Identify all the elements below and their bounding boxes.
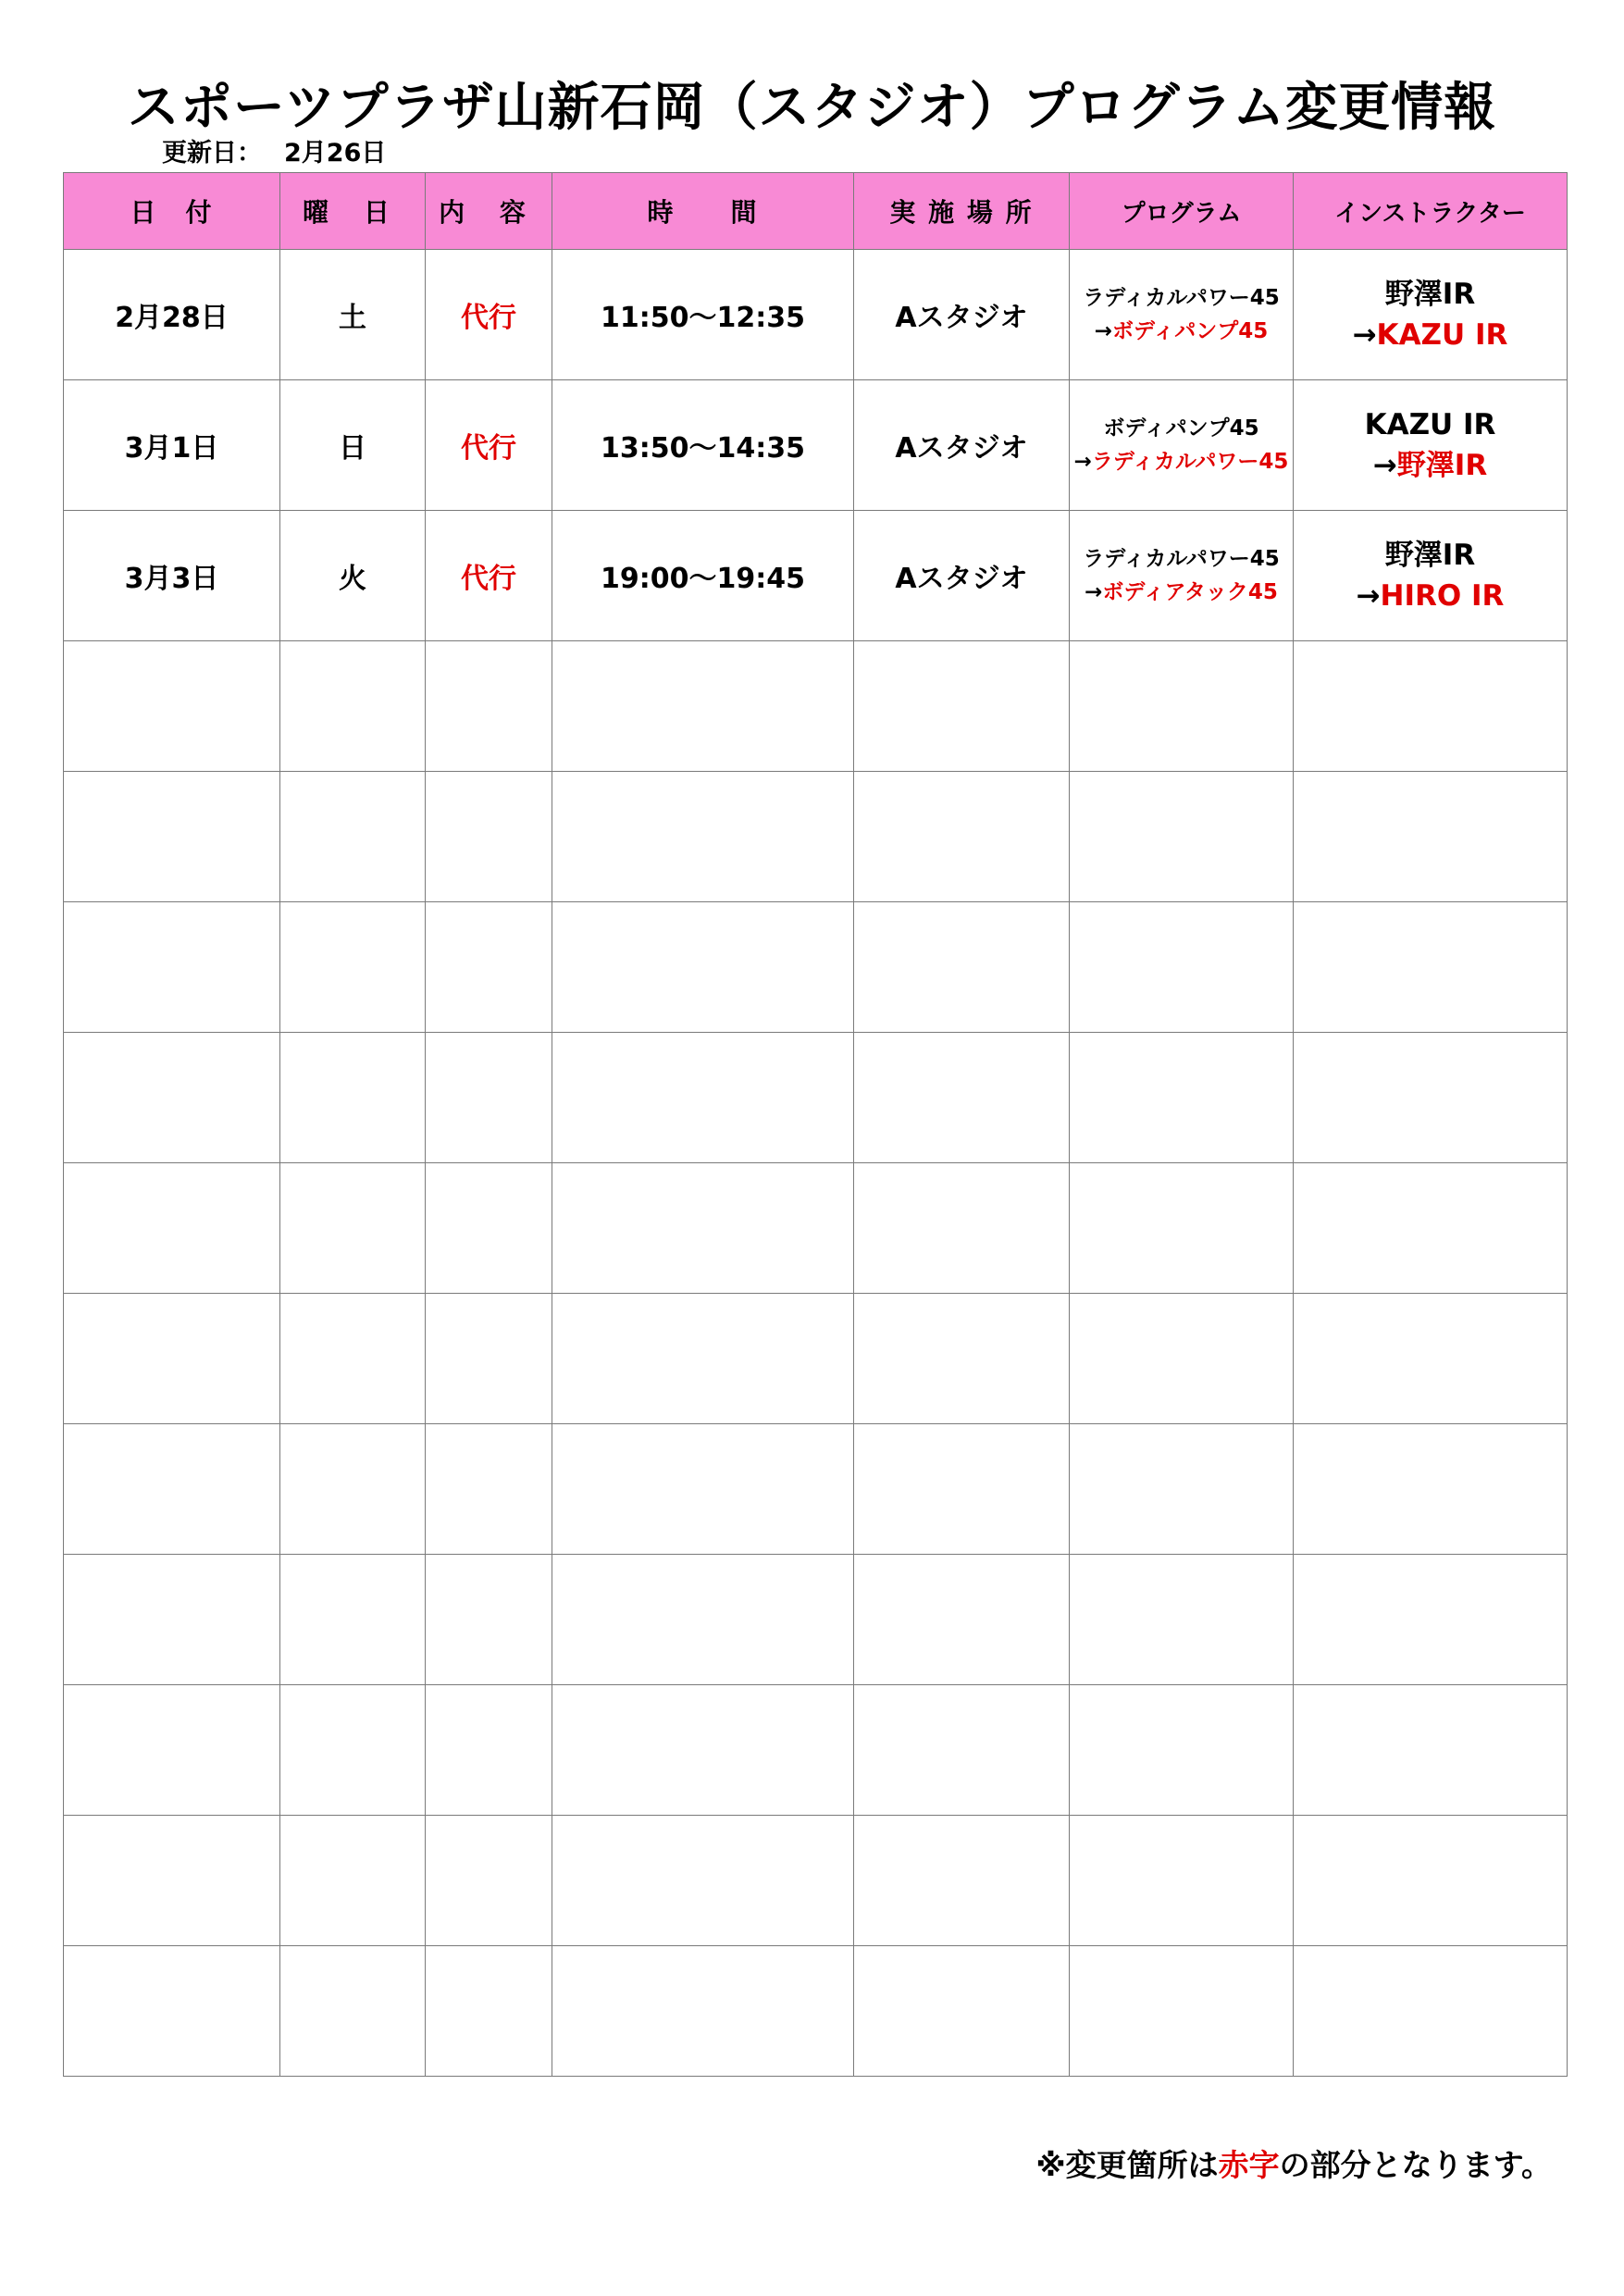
- empty-cell: [1294, 1555, 1568, 1685]
- empty-cell: [1070, 1033, 1294, 1163]
- empty-table-row: [64, 641, 1568, 772]
- arrow-icon: →: [1073, 450, 1092, 474]
- empty-cell: [64, 1163, 280, 1294]
- updated-label: 更新日：: [162, 139, 262, 168]
- empty-cell: [280, 1946, 426, 2077]
- empty-cell: [280, 1424, 426, 1555]
- cell-time: 11:50～12:35: [552, 250, 854, 380]
- empty-cell: [552, 1685, 854, 1816]
- empty-table-row: [64, 1685, 1568, 1816]
- empty-cell: [854, 1946, 1070, 2077]
- cell-day: 日: [280, 380, 426, 511]
- program-to: ボディアタック45: [1102, 580, 1278, 604]
- arrow-icon: →: [1372, 449, 1397, 482]
- header-date: 日 付: [64, 173, 280, 250]
- instructor-to: KAZU IR: [1376, 318, 1508, 352]
- program-to: ボディパンプ45: [1112, 319, 1269, 343]
- empty-cell: [1070, 1555, 1294, 1685]
- empty-cell: [426, 1816, 552, 1946]
- empty-cell: [1294, 1946, 1568, 2077]
- program-to: ラディカルパワー45: [1091, 450, 1289, 474]
- empty-table-row: [64, 1555, 1568, 1685]
- table-header-row: [64, 173, 1568, 250]
- footnote-prefix: ※変更箇所は: [1035, 2147, 1219, 2183]
- table-row: [64, 250, 1568, 380]
- arrow-icon: →: [1356, 579, 1381, 613]
- header-day: 曜 日: [280, 173, 426, 250]
- empty-cell: [854, 1163, 1070, 1294]
- empty-cell: [854, 641, 1070, 772]
- cell-content: 代行: [426, 511, 552, 641]
- empty-cell: [1294, 1163, 1568, 1294]
- empty-cell: [552, 641, 854, 772]
- empty-cell: [854, 1816, 1070, 1946]
- empty-cell: [280, 1555, 426, 1685]
- cell-place: Aスタジオ: [854, 511, 1070, 641]
- empty-cell: [64, 1294, 280, 1424]
- empty-cell: [854, 1685, 1070, 1816]
- empty-cell: [1070, 1946, 1294, 2077]
- empty-cell: [1070, 772, 1294, 902]
- schedule-table: [63, 172, 1568, 2077]
- empty-cell: [280, 1163, 426, 1294]
- cell-time: 13:50～14:35: [552, 380, 854, 511]
- empty-cell: [64, 1033, 280, 1163]
- cell-content: 代行: [426, 250, 552, 380]
- empty-cell: [64, 1685, 280, 1816]
- empty-cell: [426, 1294, 552, 1424]
- empty-cell: [854, 1555, 1070, 1685]
- cell-place: Aスタジオ: [854, 250, 1070, 380]
- header-content: 内 容: [426, 173, 552, 250]
- header-time: 時 間: [552, 173, 854, 250]
- empty-cell: [1294, 902, 1568, 1033]
- cell-date: 3月3日: [64, 511, 280, 641]
- empty-cell: [280, 1816, 426, 1946]
- empty-cell: [280, 641, 426, 772]
- cell-program: [1070, 250, 1294, 380]
- empty-cell: [1070, 641, 1294, 772]
- instructor-from: KAZU IR: [1364, 408, 1496, 441]
- empty-cell: [552, 1555, 854, 1685]
- empty-cell: [854, 1294, 1070, 1424]
- empty-cell: [854, 902, 1070, 1033]
- arrow-icon: →: [1352, 318, 1377, 352]
- cell-time: 19:00～19:45: [552, 511, 854, 641]
- empty-cell: [552, 1424, 854, 1555]
- empty-cell: [280, 1685, 426, 1816]
- empty-table-row: [64, 772, 1568, 902]
- program-from: ボディパンプ45: [1103, 416, 1259, 441]
- table-row: [64, 380, 1568, 511]
- empty-cell: [426, 1685, 552, 1816]
- empty-cell: [854, 1033, 1070, 1163]
- empty-cell: [280, 902, 426, 1033]
- empty-cell: [1070, 902, 1294, 1033]
- empty-cell: [552, 1816, 854, 1946]
- empty-cell: [1070, 1685, 1294, 1816]
- empty-cell: [854, 772, 1070, 902]
- empty-cell: [552, 1946, 854, 2077]
- empty-cell: [854, 1424, 1070, 1555]
- header-instructor: インストラクター: [1294, 173, 1568, 250]
- empty-cell: [552, 1033, 854, 1163]
- empty-cell: [64, 1555, 280, 1685]
- empty-cell: [280, 1294, 426, 1424]
- arrow-icon: →: [1094, 319, 1113, 343]
- cell-date: 2月28日: [64, 250, 280, 380]
- empty-cell: [1294, 1424, 1568, 1555]
- instructor-from: 野澤IR: [1384, 278, 1476, 311]
- cell-day: 土: [280, 250, 426, 380]
- empty-cell: [1294, 772, 1568, 902]
- empty-table-row: [64, 1033, 1568, 1163]
- empty-table-row: [64, 1294, 1568, 1424]
- footnote-suffix: の部分となります。: [1279, 2147, 1552, 2183]
- instructor-from: 野澤IR: [1384, 539, 1476, 572]
- empty-cell: [426, 902, 552, 1033]
- empty-cell: [426, 641, 552, 772]
- empty-cell: [552, 772, 854, 902]
- empty-cell: [64, 641, 280, 772]
- empty-cell: [552, 1294, 854, 1424]
- empty-cell: [64, 1424, 280, 1555]
- empty-table-row: [64, 902, 1568, 1033]
- empty-cell: [426, 1424, 552, 1555]
- updated-value: 2月26日: [284, 139, 387, 168]
- empty-cell: [552, 1163, 854, 1294]
- header-program: プログラム: [1070, 173, 1294, 250]
- cell-program: [1070, 380, 1294, 511]
- header-place: 実 施 場 所: [854, 173, 1070, 250]
- empty-cell: [426, 1946, 552, 2077]
- instructor-to: 野澤IR: [1396, 449, 1488, 482]
- empty-table-row: [64, 1946, 1568, 2077]
- empty-cell: [1294, 1685, 1568, 1816]
- cell-program: [1070, 511, 1294, 641]
- empty-cell: [64, 902, 280, 1033]
- page-title: スポーツプラザ山新石岡（スタジオ）プログラム変更情報: [127, 78, 1497, 138]
- program-from: ラディカルパワー45: [1083, 286, 1280, 310]
- cell-day: 火: [280, 511, 426, 641]
- empty-cell: [1294, 641, 1568, 772]
- empty-cell: [1294, 1816, 1568, 1946]
- empty-cell: [426, 1555, 552, 1685]
- empty-cell: [426, 1033, 552, 1163]
- footnote-highlight: 赤字: [1218, 2147, 1280, 2183]
- footnote: [1036, 2145, 1552, 2186]
- empty-cell: [426, 772, 552, 902]
- empty-cell: [64, 772, 280, 902]
- empty-cell: [426, 1163, 552, 1294]
- updated-date: [162, 137, 386, 170]
- empty-cell: [1070, 1424, 1294, 1555]
- empty-cell: [1070, 1294, 1294, 1424]
- program-from: ラディカルパワー45: [1083, 547, 1280, 571]
- cell-instructor: [1294, 250, 1568, 380]
- empty-cell: [552, 902, 854, 1033]
- arrow-icon: →: [1085, 580, 1103, 604]
- instructor-to: HIRO IR: [1380, 579, 1505, 613]
- cell-place: Aスタジオ: [854, 380, 1070, 511]
- cell-instructor: [1294, 380, 1568, 511]
- empty-cell: [1294, 1294, 1568, 1424]
- empty-table-row: [64, 1424, 1568, 1555]
- empty-cell: [1070, 1163, 1294, 1294]
- empty-cell: [1294, 1033, 1568, 1163]
- empty-cell: [64, 1816, 280, 1946]
- empty-table-row: [64, 1816, 1568, 1946]
- empty-cell: [280, 772, 426, 902]
- cell-instructor: [1294, 511, 1568, 641]
- cell-date: 3月1日: [64, 380, 280, 511]
- table-row: [64, 511, 1568, 641]
- empty-cell: [64, 1946, 280, 2077]
- empty-table-row: [64, 1163, 1568, 1294]
- cell-content: 代行: [426, 380, 552, 511]
- empty-cell: [1070, 1816, 1294, 1946]
- empty-cell: [280, 1033, 426, 1163]
